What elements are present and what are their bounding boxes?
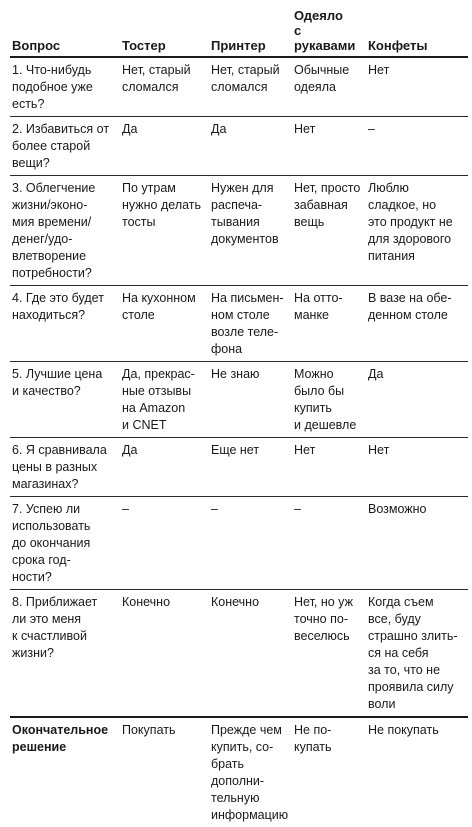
row-toaster-cell: Да: [120, 117, 209, 176]
row-candy-cell: Да: [366, 362, 468, 438]
table-row: [10, 362, 468, 438]
row-blanket-cell: –: [292, 497, 366, 590]
row-printer-cell: Нужен для распеча- тывания документов: [209, 176, 292, 286]
row-printer-cell: Нет, старый сломался: [209, 57, 292, 117]
table-row: [10, 286, 468, 362]
row-candy-cell: –: [366, 117, 468, 176]
final-candy-cell: Не покупать: [366, 717, 468, 827]
final-decision-label: Окончательное решение: [10, 717, 120, 827]
row-printer-cell: –: [209, 497, 292, 590]
table-header: [10, 4, 468, 57]
row-blanket-cell: Нет: [292, 438, 366, 497]
header-candy: Конфеты: [366, 4, 468, 57]
row-blanket-cell: Нет: [292, 117, 366, 176]
row-toaster-cell: На кухонном столе: [120, 286, 209, 362]
header-question: Вопрос: [10, 4, 120, 57]
row-candy-cell: В вазе на обе- денном столе: [366, 286, 468, 362]
row-printer-cell: Конечно: [209, 590, 292, 718]
row-question-cell: 2. Избавиться от более старой вещи?: [10, 117, 120, 176]
table-row: [10, 57, 468, 117]
row-toaster-cell: Конечно: [120, 590, 209, 718]
table-row: [10, 497, 468, 590]
row-blanket-cell: Нет, но уж точно по- веселюсь: [292, 590, 366, 718]
row-candy-cell: Нет: [366, 438, 468, 497]
row-printer-cell: Не знаю: [209, 362, 292, 438]
header-toaster: Тостер: [120, 4, 209, 57]
row-question-cell: 7. Успею ли использовать до окончания срока год- ности?: [10, 497, 120, 590]
row-candy-cell: Возможно: [366, 497, 468, 590]
header-printer: Принтер: [209, 4, 292, 57]
final-printer-cell: Прежде чем купить, со- брать дополни- тельную информацию: [209, 717, 292, 827]
row-toaster-cell: Нет, старый сломался: [120, 57, 209, 117]
row-candy-cell: Нет: [366, 57, 468, 117]
row-printer-cell: Еще нет: [209, 438, 292, 497]
row-question-cell: 6. Я сравнивала цены в разных магазинах?: [10, 438, 120, 497]
row-question-cell: 4. Где это будет находиться?: [10, 286, 120, 362]
final-decision-row: [10, 717, 468, 827]
row-candy-cell: Когда съем все, буду страшно злить- ся на себя за то, что не проявила силу воли: [366, 590, 468, 718]
row-toaster-cell: Да: [120, 438, 209, 497]
row-question-cell: 3. Облегчение жизни/эконо- мия времени/ денег/удо- влетворение потребности?: [10, 176, 120, 286]
table-row: [10, 176, 468, 286]
row-blanket-cell: Нет, просто забавная вещь: [292, 176, 366, 286]
final-blanket-cell: Не по- купать: [292, 717, 366, 827]
row-printer-cell: На письмен- ном столе возле теле- фона: [209, 286, 292, 362]
row-toaster-cell: По утрам нужно делать тосты: [120, 176, 209, 286]
row-question-cell: 1. Что-нибудь подобное уже есть?: [10, 57, 120, 117]
row-toaster-cell: Да, прекрас- ные отзывы на Amazon и CNET: [120, 362, 209, 438]
header-blanket: Одеяло с рукавами: [292, 4, 366, 57]
table-row: [10, 117, 468, 176]
row-printer-cell: Да: [209, 117, 292, 176]
purchase-comparison-table: [10, 4, 468, 827]
table-row: [10, 438, 468, 497]
row-question-cell: 5. Лучшие цена и качество?: [10, 362, 120, 438]
row-blanket-cell: Можно было бы купить и дешевле: [292, 362, 366, 438]
table-body: [10, 57, 468, 827]
row-blanket-cell: Обычные одеяла: [292, 57, 366, 117]
table-row: [10, 590, 468, 718]
row-candy-cell: Люблю сладкое, но это продукт не для здорового питания: [366, 176, 468, 286]
comparison-table-page: [10, 4, 468, 827]
row-blanket-cell: На отто- манке: [292, 286, 366, 362]
final-toaster-cell: Покупать: [120, 717, 209, 827]
header-row: [10, 4, 468, 57]
row-toaster-cell: –: [120, 497, 209, 590]
row-question-cell: 8. Приближает ли это меня к счастливой жизни?: [10, 590, 120, 718]
